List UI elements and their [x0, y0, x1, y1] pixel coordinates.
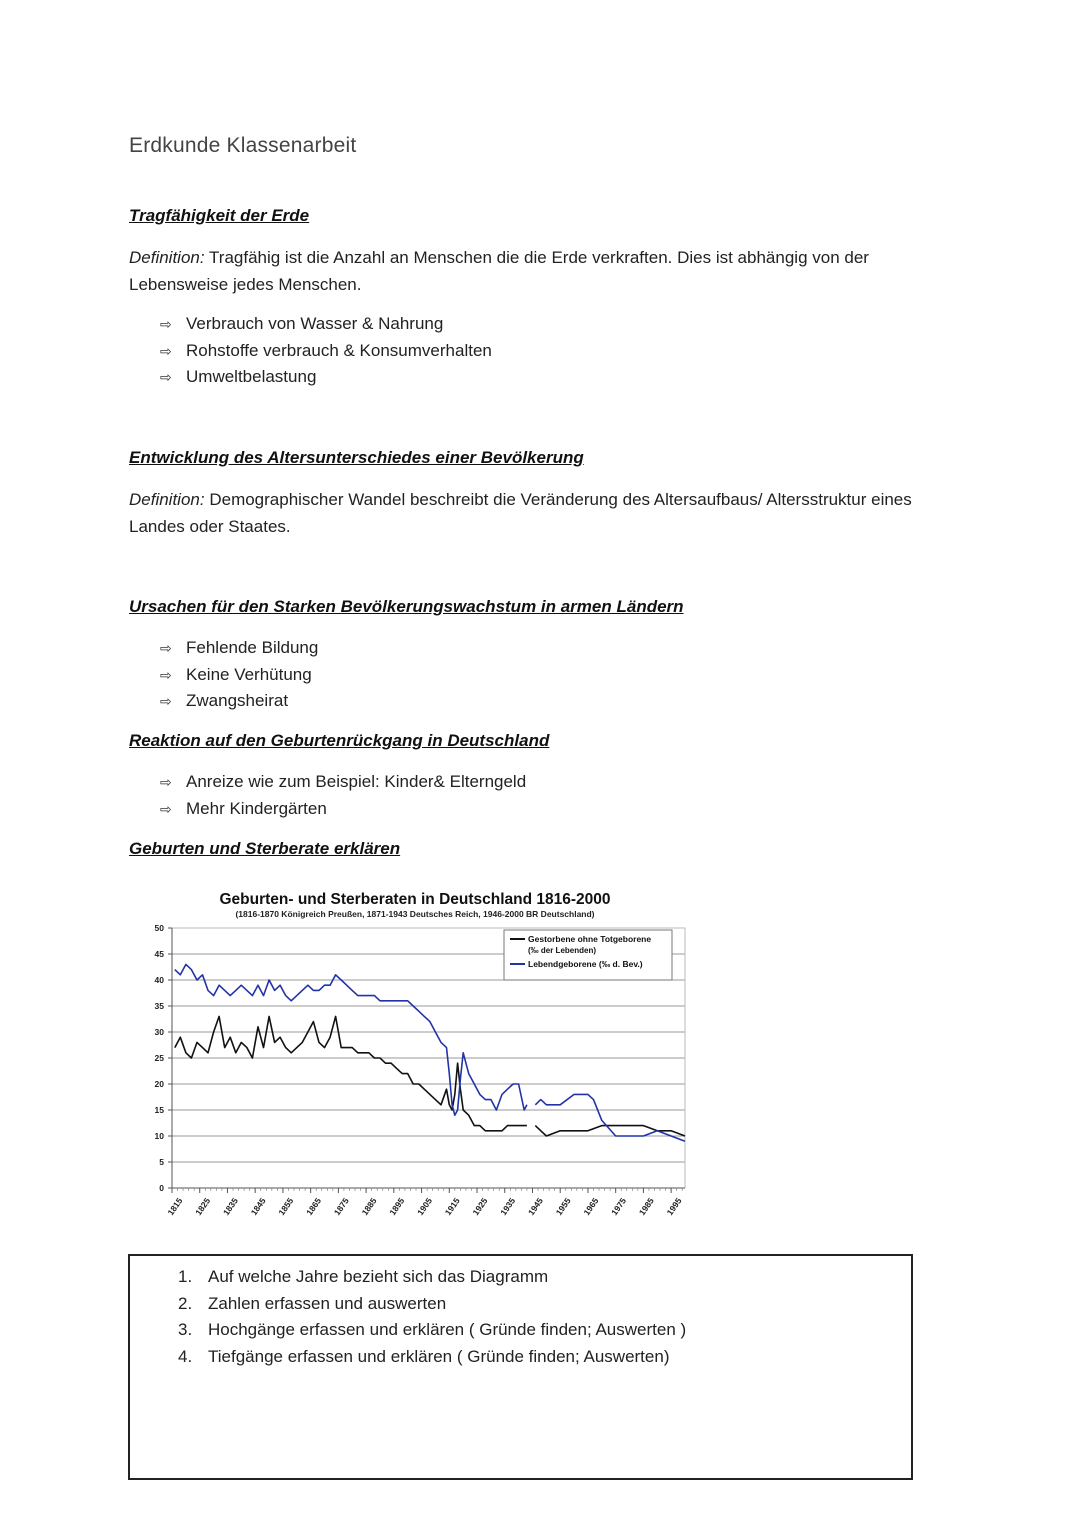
x-tick-label: 1835	[220, 1195, 240, 1218]
arrow-right-icon: ⇨	[160, 693, 172, 709]
task-item: 3. Hochgänge erfassen und erklären ( Gründe finden; Auswerten )	[178, 1320, 687, 1339]
y-tick-label: 10	[154, 1131, 164, 1141]
arrow-right-icon: ⇨	[160, 800, 172, 817]
y-tick-label: 25	[154, 1053, 164, 1063]
arrow-right-icon: ⇨	[160, 316, 172, 332]
list-item: ⇨ Verbrauch von Wasser & Nahrung	[160, 311, 492, 338]
y-tick-label: 0	[159, 1183, 164, 1193]
chart-y-ticks	[155, 923, 172, 1193]
x-tick-label: 1855	[276, 1195, 296, 1218]
x-tick-label: 1865	[304, 1195, 324, 1218]
heading-geburten: Geburten und Sterberate erklären	[129, 839, 401, 858]
definition-tragfaehigkeit	[129, 245, 949, 298]
chart-legend	[504, 930, 672, 980]
x-tick-label: 1945	[525, 1195, 545, 1218]
chart-subtitle: (1816-1870 Königreich Preußen, 1871-1943 Deutsches Reich, 1946-2000 BR Deutschland)	[235, 909, 595, 919]
birth-death-rate-chart	[140, 880, 700, 1240]
x-tick-label: 1815	[165, 1195, 185, 1218]
y-tick-label: 45	[154, 949, 164, 959]
task-box	[128, 1254, 913, 1480]
list-item: ⇨ Mehr Kindergärten	[160, 796, 526, 823]
x-tick-label: 1975	[609, 1195, 629, 1218]
heading-tragfaehigkeit: Tragfähigkeit der Erde	[129, 206, 310, 225]
x-tick-label: 1965	[581, 1195, 601, 1218]
y-tick-label: 40	[154, 975, 164, 985]
heading-reaktion: Reaktion auf den Geburtenrückgang in Deutschland	[129, 731, 550, 750]
x-tick-label: 1905	[415, 1195, 435, 1218]
series-line-deaths	[175, 1016, 685, 1136]
chart-series	[175, 964, 685, 1141]
arrow-right-icon: ⇨	[160, 369, 172, 385]
arrow-right-icon: ⇨	[160, 342, 172, 359]
bullet-list-tragfaehigkeit	[160, 311, 492, 391]
x-tick-label: 1955	[553, 1195, 573, 1218]
task-list	[178, 1264, 686, 1370]
y-tick-label: 50	[154, 923, 164, 933]
task-item: 2. Zahlen erfassen und auswerten	[178, 1293, 447, 1313]
chart-x-ticks	[165, 1188, 683, 1217]
x-tick-label: 1895	[387, 1195, 407, 1218]
list-item: ⇨ Rohstoffe verbrauch & Konsumverhalten	[160, 338, 492, 365]
y-tick-label: 30	[154, 1027, 164, 1037]
definition-label: Definition:	[129, 248, 205, 267]
definition-alter	[129, 487, 949, 540]
list-item: ⇨ Keine Verhütung	[160, 662, 318, 689]
y-tick-label: 35	[154, 1001, 164, 1011]
list-item: ⇨ Fehlende Bildung	[160, 635, 318, 662]
series-line-births	[175, 964, 685, 1141]
definition-text: Demographischer Wandel beschreibt die Veränderung des Altersaufbaus/ Altersstruktur eines Landes oder Staates.	[129, 490, 912, 536]
task-item: 4. Tiefgänge erfassen und erklären ( Gründe finden; Auswerten)	[178, 1346, 670, 1366]
list-item: ⇨ Anreize wie zum Beispiel: Kinder& Elterngeld	[160, 769, 526, 796]
arrow-right-icon: ⇨	[160, 774, 172, 790]
x-tick-label: 1885	[359, 1195, 379, 1218]
legend-label-deaths: Gestorbene ohne Totgeborene	[528, 934, 652, 944]
list-item: ⇨ Umweltbelastung	[160, 364, 492, 391]
bullet-list-reaktion	[160, 769, 526, 822]
x-tick-label: 1915	[442, 1195, 462, 1218]
x-tick-label: 1995	[664, 1195, 684, 1218]
arrow-right-icon: ⇨	[160, 666, 172, 683]
x-tick-label: 1925	[470, 1195, 490, 1218]
chart-title: Geburten- und Sterberaten in Deutschland 1816-2000	[219, 891, 611, 908]
y-tick-label: 5	[159, 1157, 164, 1167]
y-tick-label: 15	[154, 1105, 164, 1115]
definition-text: Tragfähig ist die Anzahl an Menschen die die Erde verkraften. Dies ist abhängig von der Lebensweise jedes Menschen.	[129, 248, 869, 294]
x-tick-label: 1845	[248, 1195, 268, 1218]
definition-label: Definition:	[129, 490, 205, 509]
bullet-list-ursachen	[160, 635, 318, 715]
x-tick-label: 1875	[331, 1195, 351, 1218]
y-tick-label: 20	[154, 1079, 164, 1089]
heading-ursachen: Ursachen für den Starken Bevölkerungswachstum in armen Ländern	[129, 597, 684, 616]
arrow-right-icon: ⇨	[160, 640, 172, 656]
document-title: Erdkunde Klassenarbeit	[129, 134, 357, 157]
list-item: ⇨ Zwangsheirat	[160, 688, 318, 715]
legend-sub-deaths: (‰ der Lebenden)	[528, 946, 597, 955]
legend-label-births: Lebendgeborene (‰ d. Bev.)	[528, 959, 643, 969]
x-tick-label: 1825	[193, 1195, 213, 1218]
task-item: 1. Auf welche Jahre bezieht sich das Diagramm	[178, 1267, 549, 1286]
x-tick-label: 1985	[636, 1195, 656, 1218]
heading-alter: Entwicklung des Altersunterschiedes einer Bevölkerung	[129, 448, 584, 467]
x-tick-label: 1935	[498, 1195, 518, 1218]
